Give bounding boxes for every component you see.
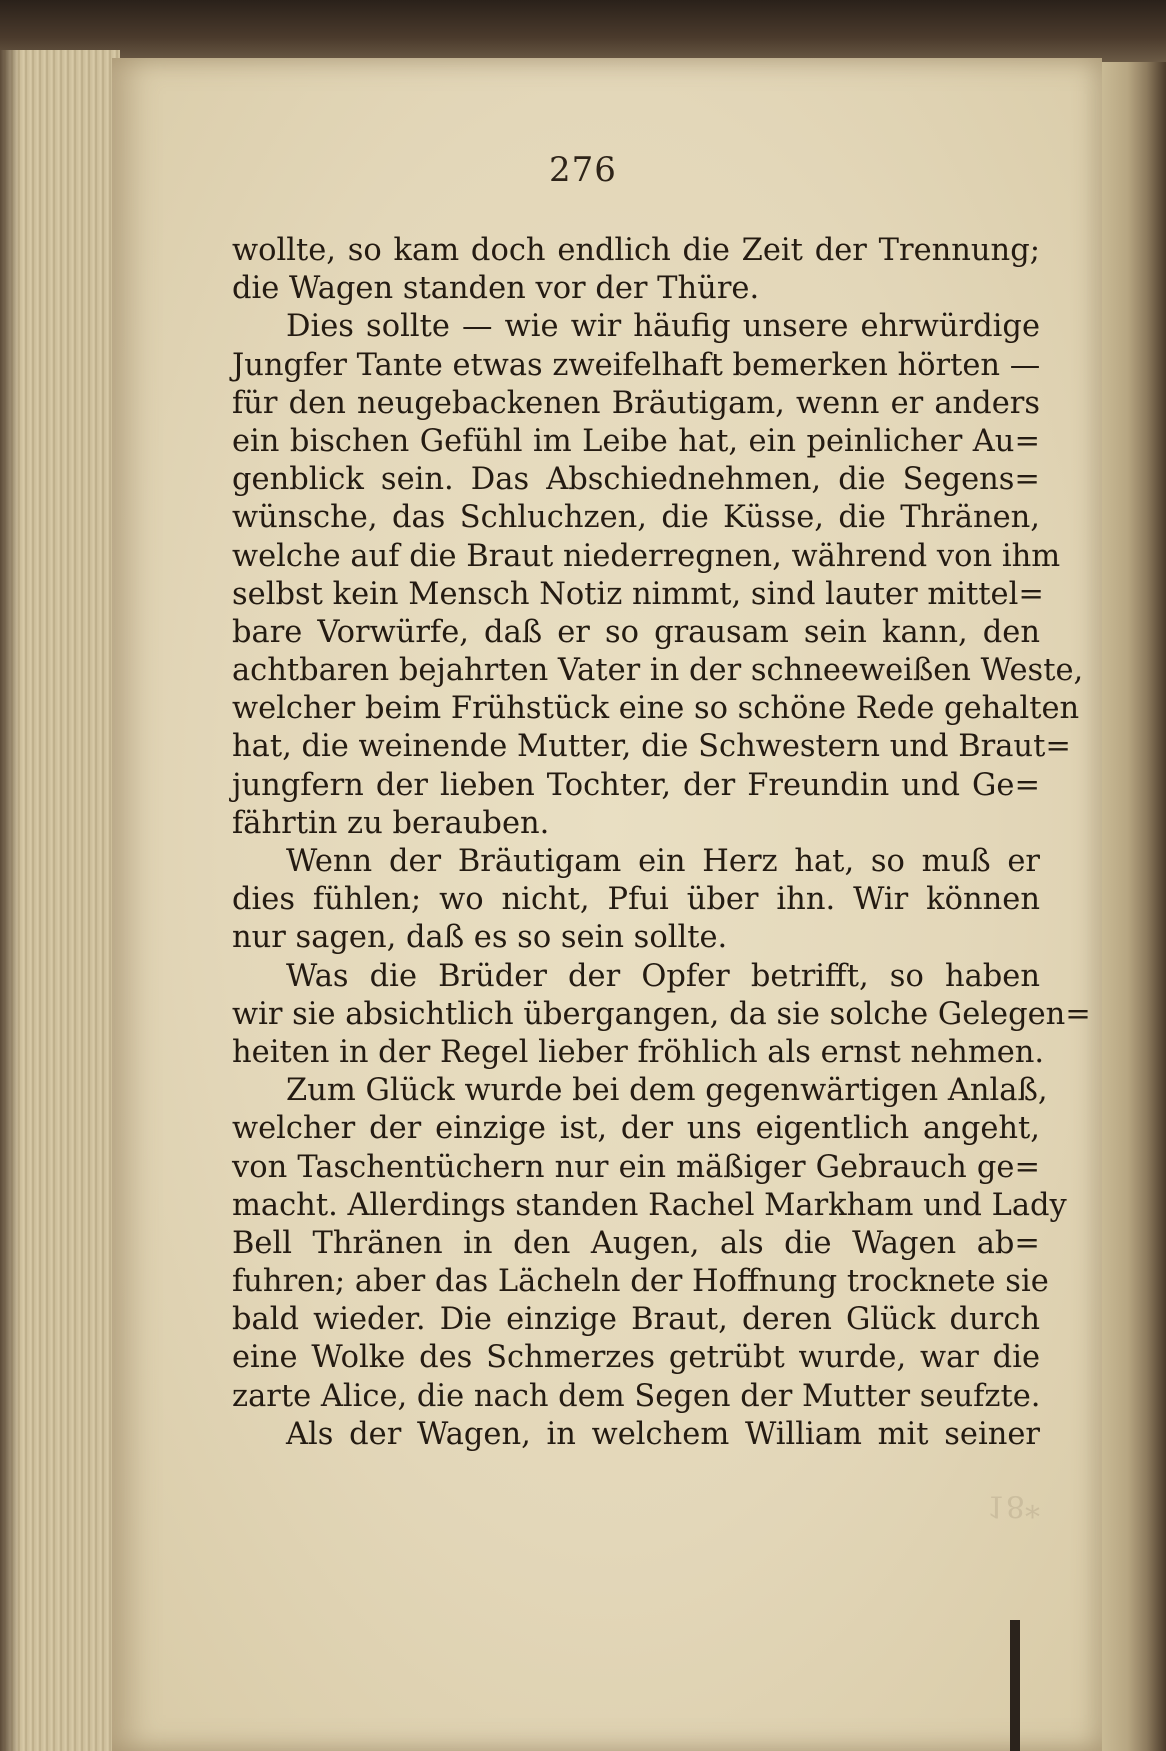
bookmark-ribbon: [1010, 1620, 1020, 1751]
text-line: für den neugebackenen Bräutigam, wenn er anders: [232, 385, 1040, 421]
text-line: die Wagen standen vor der Thüre.: [232, 271, 760, 307]
text-line: ein bischen Gefühl im Leibe hat, ein peinlicher Au=: [232, 423, 1040, 459]
text-line: jungfern der lieben Tochter, der Freundin und Ge=: [232, 767, 1040, 803]
text-line: welcher der einzige ist, der uns eigentlich angeht,: [232, 1111, 1040, 1147]
text-line: welcher beim Frühstück eine so schöne Rede gehalten: [232, 691, 1080, 727]
text-line: Jungfer Tante etwas zweifelhaft bemerken hörten —: [232, 347, 1041, 383]
text-line: wollte, so kam doch endlich die Zeit der Trennung;: [232, 233, 1040, 268]
book-top-edge: [0, 0, 1166, 62]
text-line: wir sie absichtlich übergangen, da sie solche Gelegen=: [232, 996, 1091, 1032]
text-line: heiten in der Regel lieber fröhlich als ernst nehmen.: [232, 1034, 1045, 1070]
text-line: Was die Brüder der Opfer betrifft, so haben: [286, 958, 1040, 994]
text-line: wünsche, das Schluchzen, die Küsse, die Thränen,: [232, 500, 1040, 536]
text-line: Zum Glück wurde bei dem gegenwärtigen Anlaß,: [286, 1073, 1048, 1109]
body-text: [232, 232, 1091, 1454]
page-number: 276: [549, 150, 617, 190]
page-stack-shadow: [0, 50, 20, 1751]
text-line: welche auf die Braut niederregnen, während von ihm: [232, 538, 1061, 574]
book-right-edge: [1102, 62, 1166, 1751]
text-line: macht. Allerdings standen Rachel Markham und Lady: [232, 1187, 1067, 1223]
text-line: eine Wolke des Schmerzes getrübt wurde, war die: [232, 1340, 1040, 1376]
text-line: hat, die weinende Mutter, die Schwestern und Braut=: [232, 729, 1071, 765]
text-line: bare Vorwürfe, daß er so grausam sein kann, den: [232, 614, 1040, 650]
text-line: Als der Wagen, in welchem William mit seiner: [286, 1416, 1040, 1452]
text-line: Bell Thränen in den Augen, als die Wagen ab=: [232, 1225, 1040, 1261]
text-line: genblick sein. Das Abschiednehmen, die Segens=: [232, 462, 1040, 498]
text-line: fuhren; aber das Lächeln der Hoffnung trocknete sie: [232, 1264, 1049, 1300]
text-line: selbst kein Mensch Notiz nimmt, sind lauter mittel=: [232, 576, 1044, 612]
text-line: dies fühlen; wo nicht, Pfui über ihn. Wir können: [232, 882, 1040, 918]
text-line: zarte Alice, die nach dem Segen der Mutter seufzte.: [232, 1378, 1041, 1414]
text-line: fährtin zu berauben.: [232, 805, 550, 841]
text-line: Wenn der Bräutigam ein Herz hat, so muß er: [286, 844, 1040, 879]
text-line: achtbaren bejahrten Vater in der schneeweißen Weste,: [232, 653, 1084, 689]
bleed-through-text: 18*: [986, 1488, 1040, 1523]
text-line: bald wieder. Die einzige Braut, deren Glück durch: [232, 1302, 1040, 1338]
text-line: Dies sollte — wie wir häufig unsere ehrwürdige: [286, 309, 1040, 345]
text-line: von Taschentüchern nur ein mäßiger Gebrauch ge=: [232, 1149, 1040, 1185]
text-line: nur sagen, daß es so sein sollte.: [232, 920, 728, 956]
